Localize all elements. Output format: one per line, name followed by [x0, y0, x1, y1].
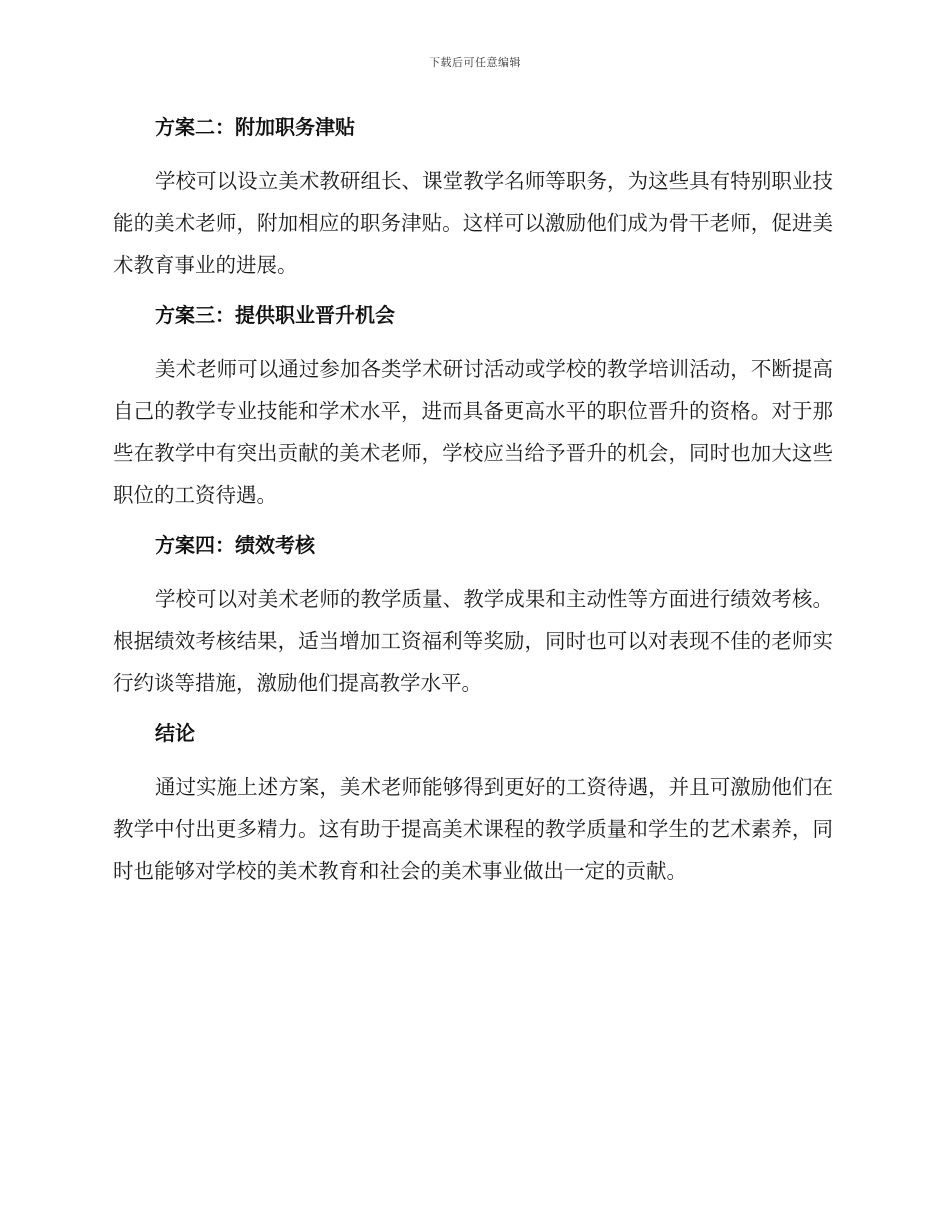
section-paragraph-plan-4: 学校可以对美术老师的教学质量、教学成果和主动性等方面进行绩效考核。根据绩效考核结果，适当增加工资福利等奖励，同时也可以对表现不佳的老师实行约谈等措施，激励他们提高教学水平。 — [113, 587, 833, 695]
section-paragraph-plan-2: 学校可以设立美术教研组长、课堂教学名师等职务，为这些具有特别职业技能的美术老师，附加相应的职务津贴。这样可以激励他们成为骨干老师，促进美术教育事业的进展。 — [113, 169, 833, 277]
section-heading-plan-3: 方案三：提供职业晋升机会 — [155, 303, 395, 327]
document-body — [113, 110, 833, 904]
section-heading-conclusion: 结论 — [155, 721, 195, 745]
section-heading-plan-4: 方案四：绩效考核 — [155, 533, 315, 557]
section-heading-plan-2: 方案二：附加职务津贴 — [155, 115, 355, 139]
page-header-note: 下载后可任意编辑 — [429, 56, 521, 69]
section-paragraph-plan-3: 美术老师可以通过参加各类学术研讨活动或学校的教学培训活动，不断提高自己的教学专业技能和学术水平，进而具备更高水平的职位晋升的资格。对于那些在教学中有突出贡献的美术老师，学校应当给予晋升的机会，同时也加大这些职位的工资待遇。 — [113, 357, 833, 507]
section-paragraph-conclusion: 通过实施上述方案，美术老师能够得到更好的工资待遇，并且可激励他们在教学中付出更多精力。这有助于提高美术课程的教学质量和学生的艺术素养，同时也能够对学校的美术教育和社会的美术事业做出一定的贡献。 — [113, 775, 833, 883]
